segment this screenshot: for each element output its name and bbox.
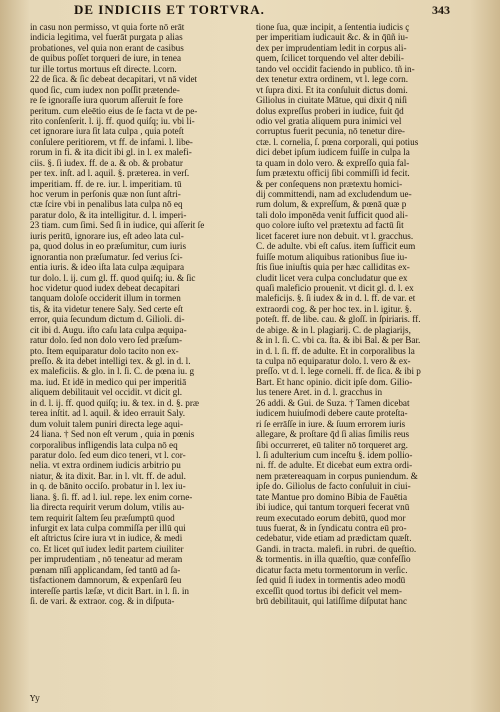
text-line: de abige. & in l. plagiarij. C. de plagiarijs,	[256, 324, 411, 335]
text-line: dex tenetur extra ordinem, vt l. lege corn.	[256, 74, 409, 85]
text-line: Gandi. in tracta. malefi. in rubri. de queſtio.	[256, 543, 417, 554]
left-text-column	[30, 22, 252, 607]
text-line: dici debet ipſum iudicem fuiſſe in culpa la	[256, 147, 410, 158]
text-line: brū debilitauit, qui latiſſime diſputat hanc	[256, 596, 408, 607]
text-line: dex per imprudentiam ledit in corpus ali-	[256, 42, 407, 53]
text-line: co. Et licet quī iudex ledit partem ciuiliter	[30, 543, 184, 554]
text-line: nem prætereaquam in corpus puniendum. &	[256, 470, 418, 481]
text-line: per imperitiam iudicauit &c. & in q̄ūñ iu-	[256, 32, 409, 43]
text-line: tuus fuerat, & in ſyndicatu contra eū pro-	[256, 523, 407, 533]
signature-mark: Yy	[30, 694, 40, 703]
text-line: ri ſe errāſſe in iure. & ſuum errorem iuris	[256, 418, 406, 429]
text-line: Bart. Et hanc opinio. dicit ipſe dom. Gilio-	[256, 376, 413, 387]
text-line: per imprudentiam , nō teneatur ad meram	[30, 554, 183, 565]
text-line: intereſſe partis læſæ, vt dicit Bart. in l. ſi. in	[30, 585, 189, 596]
text-line: indicia legitima, vel fuerāt purgata p alias	[30, 32, 183, 43]
text-line: corruptus fuerit pecunia, nō tenetur dire-	[256, 126, 405, 137]
text-line: de quibus poſſet torqueri de iure, in tenea	[30, 53, 182, 64]
text-line: imperitiam. ff. de re. iur. l. imperitiam. tū	[30, 178, 182, 189]
text-line: ta culpa nō equiparatur dolo. l. vero & ex-	[256, 356, 411, 366]
text-line: rum dolum, & expreſſum, & pœnā quæ p	[256, 199, 407, 210]
text-line: ſi. de vari. & extraor. cog. & in diſputa-	[30, 596, 175, 607]
text-line: ctæ. l. cornelia, ſ. pœna corporali, qui potius	[256, 136, 419, 147]
text-line: entia iuris. & ideo iſta lata culpa æquipara	[30, 262, 185, 273]
text-line: quo colore iuſto vel prætextu ad factū ſit	[256, 220, 404, 231]
text-line: quaſi maleficio prouenit. vt dicit gl. d. l. ex	[256, 282, 414, 293]
text-line: ciis. §. ſi iudex. ff. de a. & ob. & probatur	[30, 157, 183, 168]
text-line: quem, ſcilicet torquendo vel alter debili-	[256, 53, 404, 64]
text-line: terea inſtit. ad l. aquil. & ideo errauit Saly.	[30, 408, 186, 419]
running-head: DE INDICIIS ET TORTVRA.	[74, 2, 265, 17]
text-line: & in l. ſi. C. vbi ca. ſta. & ibi Bal. & per Bar.	[256, 335, 421, 346]
text-line: tate Mantue pro domino Bibia de Fauētia	[256, 491, 408, 502]
text-line: ma. iud. Et idē in medico qui per imperitiā	[30, 376, 187, 387]
text-line: iuris peritū, ignorare ius, eſt adeo lata cul-	[30, 230, 184, 241]
text-line: hoc verum in perſonis quæ non ſunt aſtri-	[30, 189, 181, 199]
text-line: Giliolus in ciuitate Mātue, qui dixit q̄ niſi	[256, 95, 408, 106]
text-line: tando vel occidit faciendo in publico. tñ in-	[256, 63, 415, 74]
text-line: liana. §. ſi. ff. ad l. iul. repe. lex enim corne-	[30, 491, 193, 502]
text-line: pa, quod dolus in eo præſumitur, cum iuris	[30, 241, 187, 252]
text-line: ipſe do. Giliolus de facto conſuluit in ciui-	[256, 481, 411, 492]
text-line: maleficijs. §. ſi iudex & in d. l. ff. de var. et	[256, 293, 416, 304]
page-header	[0, 0, 500, 22]
text-line: probationes, vel quia non erant de casibus	[30, 42, 184, 53]
text-line: & per conſequens non prætextu homici-	[256, 178, 403, 189]
text-line: poteſt. ff. de libe. cau. & gloſſ. in ſpiriaris. ff.	[256, 314, 421, 325]
text-line: ni. ff. de adulte. Et dicebat eum extra ordi-	[256, 460, 413, 471]
text-line: eſt aſtrictus ſcire iura vt in iudice, & medi	[30, 533, 183, 544]
text-line: fuiſſe motum aliquibus rationibus ſiue iu-	[256, 251, 408, 262]
text-line: tali dolo imponēda venit ſufficit quod ali-	[256, 209, 408, 220]
text-line: ignorantia non præſumatur. ſed verius ſci-	[30, 251, 183, 262]
text-line: in d. l. ij. ff. quod quiſq; iu. & tex. in d. §. præ	[30, 397, 200, 408]
text-line: 23 tiam. cum ſimi. Sed ſi in iudice, qui aſſerit ſe	[30, 220, 205, 231]
text-line: lia directa requirit verum dolum, vtilis au-	[30, 502, 185, 513]
text-line: odio vel gratia aliquem pura inimici vel	[256, 115, 402, 126]
text-line: exceſſit quod tortus ibi deficit vel mem-	[256, 585, 402, 596]
text-line: C. de adulte. vbi eſt caſus. item ſufficit eum	[256, 241, 416, 252]
text-line: dij committendi, nam ad excludendum ue-	[256, 189, 412, 199]
text-line: tur ille tortus mortuus eſt directe. l.corn.	[30, 63, 177, 74]
text-line: ſtis ſiue iniuſtis quia per hæc calliditas ex-	[256, 262, 410, 273]
text-line: re ſe ignoraſſe iura quorum aſſeruit ſe fore	[30, 95, 183, 106]
text-line: conſulere peritiorem, vt ff. de infami. l. libe-	[30, 136, 193, 147]
text-line: in casu non permisso, vt quia forte nō erāt	[30, 22, 185, 32]
text-line: tur dolo. l. ij. cum gl. ff. quod quiſq; iu. & ſic	[30, 272, 196, 283]
text-line: corporalibus infligendis lata culpa nō eq	[30, 439, 178, 450]
text-line: ex maleficiis. & glo. in l. ſi. C. de pœna iu. g	[30, 366, 195, 377]
text-line: ſibi occurreret, eū taliter nō torqueret arg.	[256, 439, 408, 450]
text-line: nelia. vt extra ordinem iudicis arbitrio pu	[30, 460, 181, 471]
text-line: l. ſi adulterium cum inceſtu §. idem pollio-	[256, 449, 413, 460]
text-line: tione ſua, quæ incipit, a ſententia iudicis ç	[256, 22, 410, 32]
text-line: paratur dolo, & ita intelligitur. d. l. imperi-	[30, 209, 187, 220]
text-line: pœnam nīſi applicandam, ſed tantū ad ſa-	[30, 564, 181, 575]
text-line: error, quia ſecundum dictum d. Gilioli. di-	[30, 314, 185, 325]
text-line: ratur dolo. ſed non dolo vero ſed præſum-	[30, 335, 183, 346]
text-line: tis, & ita videtur tenere Saly. Sed certe eſt	[30, 303, 183, 314]
text-line: preſſo. vt d. l. lege corneli. ff. de ſica. & ibi p	[256, 366, 421, 377]
text-line: dolus expreſſus proberi in iudice, fuit q̄d	[256, 105, 404, 116]
text-line: in q. de bānito occiſo. probatur in l. lex iu-	[30, 481, 186, 492]
text-line: hoc videtur quod iudex debeat decapitari	[30, 282, 180, 293]
text-line: allegare, & proſtare q̄d ſi alias ſimilis reus	[256, 429, 410, 440]
text-line: pto. Item equiparatur dolo tacito non ex-	[30, 345, 179, 356]
text-line: 24 liana. † Sed non eſt verum , quia in pœnis	[30, 429, 195, 440]
text-line: peritum. cum eleētio eius de ſe facta vt de pe-	[30, 105, 198, 116]
text-line: cit ibi d. Augu. iſto caſu lata culpa æquipa-	[30, 324, 187, 335]
text-line: 26 addi. & Gui. de Suza. † Tamen dicebat	[256, 397, 410, 408]
text-line: rito conſenſerit. l. ij. ff. quod quiſq; iu. vbi li-	[30, 115, 195, 126]
text-line: cet ignorare iura ſit lata culpa , quia poteſt	[30, 126, 184, 137]
text-line: quod ſic, cum iudex non poſſit prætende-	[30, 84, 180, 95]
text-line: dum voluit talem puniri directa lege aqui-	[30, 418, 184, 429]
text-line: niatur, & ita dixit. Bar. in l. vlt. ff. de adul.	[30, 470, 186, 481]
text-line: per tex. inſt. ad l. aquil. §. præterea. in verſ.	[30, 168, 190, 179]
text-line: ibi iudice, qui tantum torqueri fecerat vnū	[256, 502, 410, 513]
text-line: preſſo. & ita debet intelligi tex. & gl. in d. l.	[30, 356, 191, 366]
text-line: & tormentis. in illa quæſtio, quæ confeſſio	[256, 554, 411, 565]
text-line: aliquem debilitauit vel occidit. vt dicit gl.	[30, 387, 183, 398]
text-line: ſed quid ſi iudex in tormentis adeo modū	[256, 575, 406, 586]
text-line: cedebatur, vide etiam ad prædictam quæſt.	[256, 533, 412, 544]
text-line: licet faceret iure non debuit. vt l. gracchus.	[256, 230, 414, 241]
text-line: dicatur facta metu tormentorum in verſic.	[256, 564, 408, 575]
right-text-column	[256, 22, 478, 607]
text-line: infurgit ex lata culpa commiſſa per illū qui	[30, 523, 186, 533]
text-line: tanquam doloſe occiderit illum in tormen	[30, 293, 181, 304]
text-line: tem requirit ſaltem ſeu præſumptū quod	[30, 512, 175, 523]
text-line: cludit licet vera culpa concludatur que ex	[256, 272, 408, 283]
text-line: paratur dolo. ſed eum dico teneri, vt l. cor-	[30, 449, 186, 460]
text-line: lus tenere Aret. in d. l. gracchus in	[256, 387, 383, 398]
page-number: 343	[432, 3, 450, 17]
text-line: ta quam in dolo vero. & expreſſo quia fal-	[256, 157, 410, 168]
text-line: reum executado eorum debitū, quod mor	[256, 512, 406, 523]
text-line: tisfactionem damnorum, & expenſarū ſeu	[30, 575, 182, 586]
text-line: 22 de ſica. & ſic debeat decapitari, vt nā videt	[30, 74, 198, 85]
text-line: ſum prætextu officij ſibi commiſſi id fecit.	[256, 168, 410, 179]
text-line: in d. l. ſi. ff. de adulte. Et in corporalibus la	[256, 345, 415, 356]
text-line: vt ſupra dixi. Et ita conſuluit dictus domi.	[256, 84, 408, 95]
text-line: ctæ ſcire vbi in penalibus lata culpa nō eq	[30, 199, 183, 210]
text-line: iudicem huiuſmodi debere caute proteſta-	[256, 408, 408, 419]
text-line: extraordi cog. & per hoc tex. in l. igitur. §.	[256, 303, 412, 314]
text-line: rorum in fi. & ita dicit ibi gl. in l. ex malefi-	[30, 147, 192, 158]
